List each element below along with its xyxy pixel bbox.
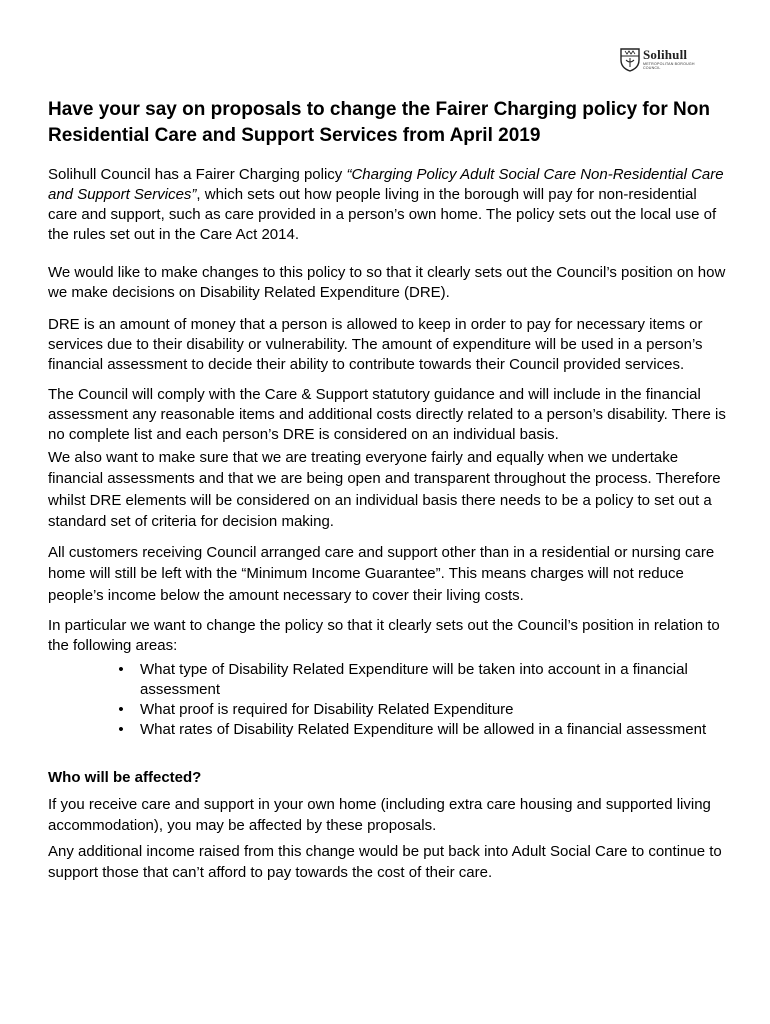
additional-income-paragraph: Any additional income raised from this change would be put back into Adult Social Care to continue to support those that can’t afford to pay towards the cost of their care. <box>48 843 722 882</box>
affected-paragraph: If you receive care and support in your own home (including extra care housing and supported living accommodation), you may be affected by these proposals. <box>48 796 711 835</box>
logo-name: Solihull <box>643 47 688 62</box>
dre-paragraph: DRE is an amount of money that a person is allowed to keep in order to pay for necessary items or services due to their disability or vulnerability. The amount of expenditure will be used in a person’s financial assessment to decide their ability to contribute towards their Council provided services. <box>48 316 703 373</box>
bullet: • <box>118 701 124 719</box>
bullet: • <box>118 661 124 679</box>
intro-paragraph <box>48 165 728 245</box>
list-item-text: What type of Disability Related Expenditure will be taken into account in a financial assessment <box>140 661 688 699</box>
list-item-text: What rates of Disability Related Expenditure will be allowed in a financial assessment <box>140 721 707 739</box>
comply-paragraph: The Council will comply with the Care & Support statutory guidance and will include in the financial assessment any reasonable items and additional costs directly related to a person’s disability. There is no complete list and each person’s DRE is considered on an individual basis. <box>48 386 726 443</box>
bullet: • <box>118 721 124 739</box>
crest-icon <box>620 48 640 72</box>
council-logo <box>620 48 700 74</box>
fairness-paragraph: We also want to make sure that we are treating everyone fairly and equally when we undertake financial assessments and that we are being open and transparent throughout the process. Therefore whilst DRE elements will be considered on an individual basis there needs to be a policy to set out a standard set of criteria for decision making. <box>48 449 721 530</box>
list-item-text: What proof is required for Disability Related Expenditure <box>140 701 514 719</box>
particular-paragraph: In particular we want to change the policy so that it clearly sets out the Council’s position in relation to the following areas: <box>48 617 720 655</box>
list-item <box>118 660 728 700</box>
page-title: Have your say on proposals to change the Fairer Charging policy for Non Residential Care and Support Services from April 2019 <box>48 99 710 146</box>
policy-title: “Charging Policy Adult Social Care Non-Residential Care and Support Services” <box>48 166 724 203</box>
change-paragraph: We would like to make changes to this policy to so that it clearly sets out the Council’s position on how we make decisions on Disability Related Expenditure (DRE). <box>48 264 726 301</box>
logo-subtitle: METROPOLITAN BOROUGH COUNCIL <box>643 62 695 70</box>
areas-list <box>48 660 728 740</box>
intro-before: Solihull Council has a Fairer Charging policy <box>48 166 347 183</box>
document-body <box>48 97 728 883</box>
intro-after: , which sets out how people living in the borough will pay for non-residential care and support, such as care provided in a person’s own home. The policy sets out the local use of the rules set out in the Care Act 2014. <box>48 186 717 243</box>
affected-heading: Who will be affected? <box>48 769 202 787</box>
list-item <box>118 700 728 720</box>
list-item <box>118 720 728 740</box>
minimum-income-paragraph: All customers receiving Council arranged care and support other than in a residential or nursing care home will still be left with the “Minimum Income Guarantee”. This means charges will not reduce people’s income below the amount necessary to cover their living costs. <box>48 544 715 604</box>
